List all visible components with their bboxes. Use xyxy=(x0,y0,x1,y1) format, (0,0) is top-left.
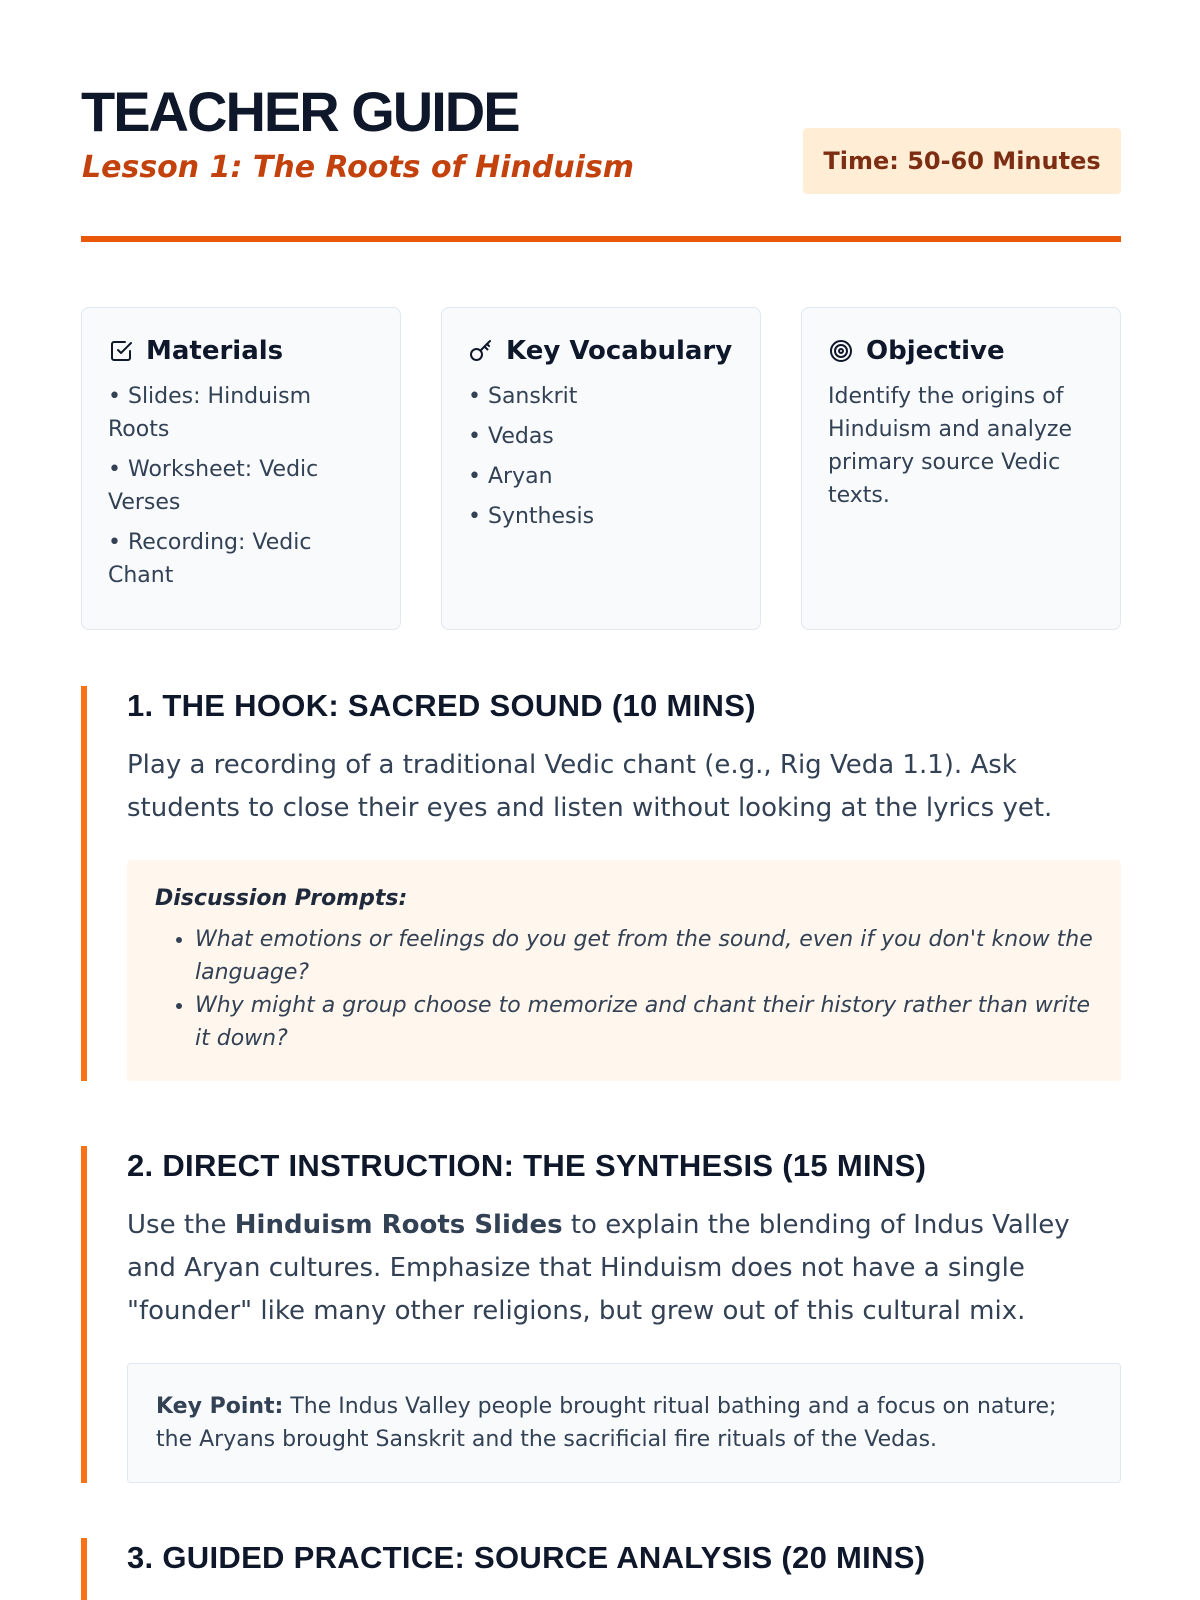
materials-card-header xyxy=(108,336,374,366)
instruction-body-end: to explain the blending of Indus Valley and Aryan cultures. Emphasize that Hinduism does not have a single "founder" like many other religions, but grew out of this cultural mix. xyxy=(127,1210,1070,1326)
key-point-text: The Indus Valley people brought ritual bathing and a focus on nature; the Aryans brought Sanskrit and the sacrificial fire rituals of the Vedas. xyxy=(156,1394,1057,1452)
target-icon xyxy=(828,338,854,364)
objective-title: Objective xyxy=(866,336,1005,366)
time-badge: Time: 50-60 Minutes xyxy=(803,128,1121,194)
materials-item: • Recording: Vedic Chant xyxy=(108,526,374,592)
discussion-prompts-title: Discussion Prompts: xyxy=(155,886,408,911)
hook-body: Play a recording of a traditional Vedic chant (e.g., Rig Veda 1.1). Ask students to close their eyes and listen without looking at the lyrics yet. xyxy=(127,750,1053,823)
discussion-prompts-list xyxy=(155,923,1093,1055)
practice-heading: 3. GUIDED PRACTICE: SOURCE ANALYSIS (20 MINS) xyxy=(127,1540,926,1575)
key-point-box xyxy=(127,1363,1121,1483)
vocabulary-title: Key Vocabulary xyxy=(506,336,733,366)
guide-header xyxy=(81,0,1121,242)
teacher-guide-page xyxy=(81,0,1121,1575)
vocabulary-item: • Aryan xyxy=(468,460,734,493)
key-point-label: Key Point: xyxy=(156,1394,284,1419)
materials-card xyxy=(81,307,401,630)
instruction-body-start: Use the xyxy=(127,1210,235,1240)
discussion-prompt: • What emotions or feelings do you get from the sound, even if you don't know the language? xyxy=(195,923,1093,989)
page-title: TEACHER GUIDE xyxy=(81,80,519,143)
materials-list xyxy=(108,380,374,592)
discussion-prompt: • Why might a group choose to memorize and chant their history rather than write it down? xyxy=(195,989,1093,1055)
vocabulary-card xyxy=(441,307,761,630)
instruction-section xyxy=(81,1146,1121,1483)
practice-section xyxy=(81,1538,1121,1600)
discussion-prompts-box xyxy=(127,860,1121,1081)
vocabulary-list xyxy=(468,380,734,533)
vocabulary-item: • Sanskrit xyxy=(468,380,734,413)
objective-card xyxy=(801,307,1121,630)
hook-heading: 1. THE HOOK: SACRED SOUND (10 MINS) xyxy=(127,688,756,723)
slides-reference: Hinduism Roots Slides xyxy=(234,1210,563,1240)
instruction-body xyxy=(127,1204,1121,1333)
vocabulary-item: • Vedas xyxy=(468,420,734,453)
key-icon xyxy=(468,338,494,364)
vocabulary-item: • Synthesis xyxy=(468,500,734,533)
materials-item: • Worksheet: Vedic Verses xyxy=(108,453,374,519)
materials-title: Materials xyxy=(146,336,284,366)
checklist-icon xyxy=(108,338,134,364)
instruction-heading: 2. DIRECT INSTRUCTION: THE SYNTHESIS (15 MINS) xyxy=(127,1148,927,1183)
vocabulary-card-header xyxy=(468,336,734,366)
objective-card-header xyxy=(828,336,1094,366)
lesson-subtitle: Lesson 1: The Roots of Hinduism xyxy=(82,150,635,185)
overview-cards xyxy=(81,307,1121,630)
hook-section xyxy=(81,686,1121,1081)
materials-item: • Slides: Hinduism Roots xyxy=(108,380,374,446)
objective-text: Identify the origins of Hinduism and analyze primary source Vedic texts. xyxy=(828,384,1073,508)
